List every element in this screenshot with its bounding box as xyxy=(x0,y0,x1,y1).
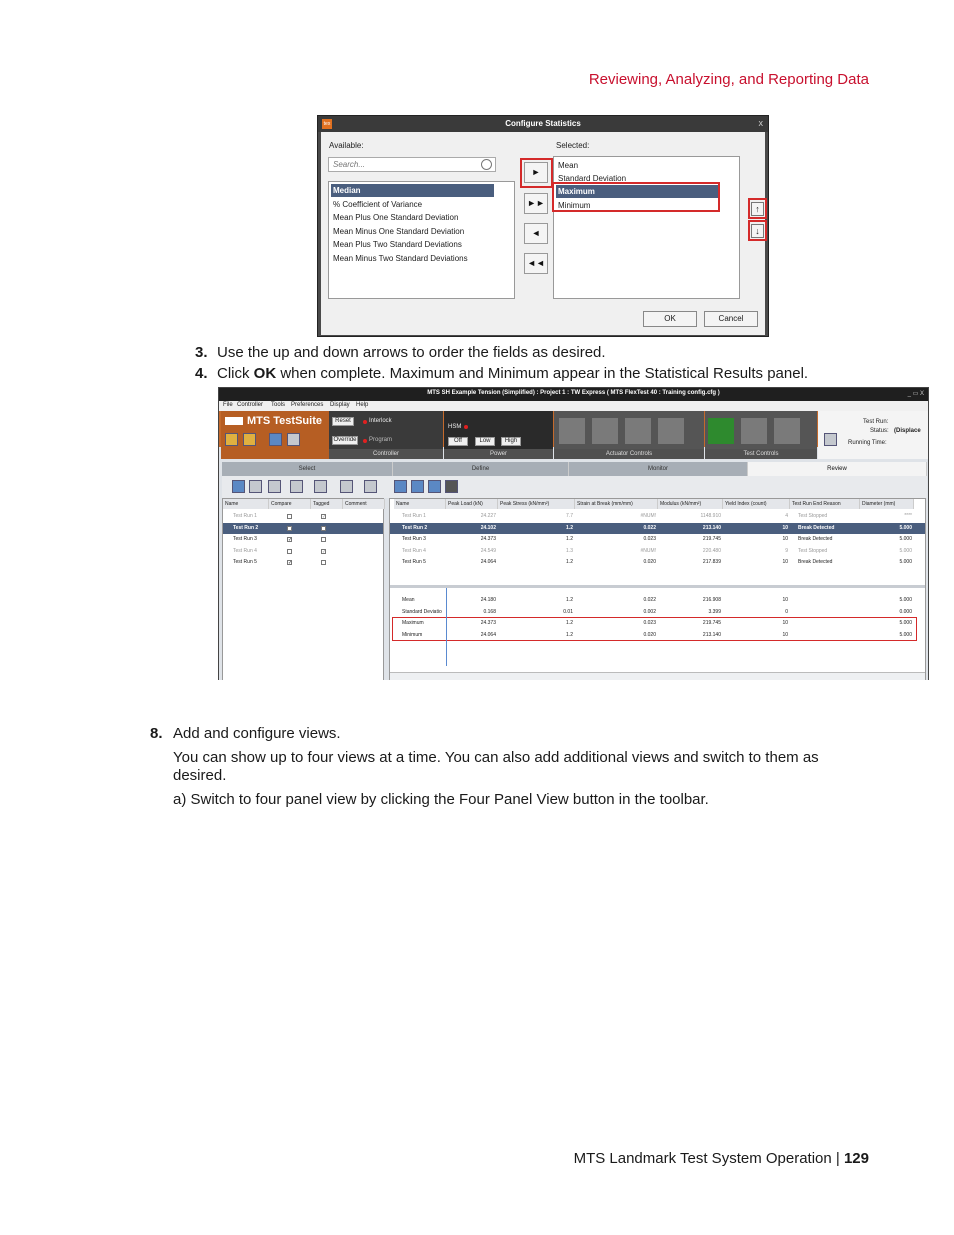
table-cell: 0.020 xyxy=(643,559,656,565)
compare-checkbox[interactable]: ✓ xyxy=(288,537,293,543)
step-text-bold: OK xyxy=(253,365,277,382)
table-cell: 9 xyxy=(785,547,788,554)
results-grid xyxy=(389,498,926,683)
table-row[interactable] xyxy=(390,511,925,522)
table-cell: 0.168 xyxy=(483,608,496,615)
step-paragraph: You can show up to four views at a time. You can also add additional views and switch to them as xyxy=(173,749,819,766)
available-label: Available: xyxy=(329,141,364,150)
calculate-icon[interactable] xyxy=(249,480,262,493)
dialog-body xyxy=(321,132,765,335)
ribbon xyxy=(219,411,928,457)
table-cell: Minimum xyxy=(402,631,423,638)
table-row[interactable] xyxy=(223,557,383,568)
step-text-part: when complete. Maximum and Minimum appear in the Statistical Results panel. xyxy=(276,365,809,382)
power-label: Power xyxy=(444,449,553,459)
tagged-checkbox[interactable]: ✓ xyxy=(322,514,327,520)
table-cell: 217.839 xyxy=(702,559,721,565)
footer-text: MTS Landmark Test System Operation | xyxy=(573,1150,844,1167)
table-cell: 1.2 xyxy=(566,597,573,603)
step-number: 3. xyxy=(195,344,208,361)
menu-file[interactable]: File xyxy=(223,402,233,408)
table-cell: 3.399 xyxy=(708,608,721,615)
table-cell: 5.000 xyxy=(899,524,912,531)
cancel-button[interactable]: Cancel xyxy=(704,311,758,327)
status-value: (Displace xyxy=(894,428,921,434)
app-title: MTS SH Example Tension (Simplified) : Project 1 : TW Express ( MTS FlexTest 40 : Training config.cfg ) xyxy=(427,390,720,396)
table-cell: 0.023 xyxy=(643,536,656,542)
substep-text: a) Switch to four panel view by clicking the Four Panel View button in the toolbar. xyxy=(173,791,709,808)
splitter[interactable] xyxy=(390,585,925,588)
table-cell: Break Detected xyxy=(798,559,833,565)
table-cell: 10 xyxy=(782,620,788,626)
open-icon[interactable] xyxy=(225,433,238,446)
program-indicator xyxy=(363,439,367,443)
mts-logo-icon xyxy=(225,417,243,425)
table-cell: 1.2 xyxy=(566,536,573,542)
step-text-part: Click xyxy=(217,365,254,382)
highlight-box xyxy=(748,198,767,219)
configure-statistics-dialog xyxy=(317,115,769,337)
move-up-button[interactable]: ↑ xyxy=(751,202,764,216)
table-cell: 213.140 xyxy=(702,631,721,638)
step-number: 8. xyxy=(150,725,163,742)
table-row[interactable] xyxy=(390,557,925,568)
print-preview-icon[interactable] xyxy=(364,480,377,493)
tag-icon[interactable] xyxy=(290,480,303,493)
interlock-label: Interlock xyxy=(369,418,392,424)
table-cell: Test Run 3 xyxy=(402,536,426,542)
selected-list[interactable] xyxy=(553,156,740,299)
hold-button[interactable] xyxy=(740,417,768,445)
close-icon[interactable]: x xyxy=(758,118,763,128)
brand-name: MTS TestSuite xyxy=(247,415,322,427)
search-input[interactable] xyxy=(328,157,496,172)
table-cell: 0.022 xyxy=(643,524,656,531)
compare-icon[interactable] xyxy=(314,480,327,493)
table-row[interactable] xyxy=(223,546,383,557)
two-panel-view-icon[interactable] xyxy=(411,480,424,493)
column-header[interactable]: Tagged xyxy=(311,499,343,509)
table-row[interactable] xyxy=(390,607,925,618)
override-button[interactable]: Override xyxy=(333,437,357,443)
status-area xyxy=(818,411,928,459)
table-cell: 1148.910 xyxy=(700,513,721,519)
step-paragraph: desired. xyxy=(173,767,227,784)
list-item[interactable]: Median xyxy=(331,184,494,197)
page-header-title: Reviewing, Analyzing, and Reporting Data xyxy=(588,71,869,88)
compare-checkbox[interactable] xyxy=(287,549,292,554)
table-cell: Standard Deviatio xyxy=(402,608,442,615)
interlock-indicator xyxy=(363,420,367,424)
table-cell: 0.000 xyxy=(899,608,912,615)
column-header[interactable]: Name xyxy=(223,499,269,509)
mts-app-screenshot xyxy=(218,387,929,687)
list-item[interactable]: % Coefficient of Variance xyxy=(333,200,423,209)
table-cell: 220.480 xyxy=(702,547,721,554)
four-panel-view-icon[interactable] xyxy=(428,480,441,493)
run-name: Test Run 1 xyxy=(233,513,257,519)
table-cell: Break Detected xyxy=(798,524,835,531)
single-panel-view-icon[interactable] xyxy=(394,480,407,493)
save-icon[interactable] xyxy=(269,433,282,446)
table-cell: 24.180 xyxy=(480,597,496,603)
table-cell: 10 xyxy=(782,559,788,565)
tab-review[interactable]: Review xyxy=(748,462,927,476)
review-toolbar xyxy=(222,476,927,498)
new-icon[interactable] xyxy=(243,433,256,446)
column-header[interactable]: Name xyxy=(394,499,446,509)
actuator-goto-button[interactable] xyxy=(657,417,685,445)
print-icon[interactable] xyxy=(340,480,353,493)
table-row[interactable] xyxy=(223,523,383,534)
table-cell: 10 xyxy=(782,536,788,542)
table-cell: Mean xyxy=(402,597,415,603)
column-header[interactable]: Peak Stress (kN/mm²) xyxy=(498,499,575,509)
menu-controller[interactable]: Controller xyxy=(237,402,264,408)
actuator-down-button[interactable] xyxy=(558,417,586,445)
column-header[interactable]: Test Run End Reason xyxy=(790,499,860,509)
step-text: Use the up and down arrows to order the fields as desired. xyxy=(217,344,606,361)
test-run-label: Test Run: xyxy=(863,419,889,425)
table-row[interactable] xyxy=(223,511,383,522)
table-cell: 24.549 xyxy=(480,547,496,554)
table-cell xyxy=(798,607,858,618)
add-all-button[interactable]: ►► xyxy=(524,193,548,214)
table-cell: 4 xyxy=(785,513,788,519)
tab-define[interactable]: Define xyxy=(393,462,569,476)
table-cell: 24.373 xyxy=(480,536,496,542)
table-cell: 219.745 xyxy=(702,536,721,542)
highlight-box xyxy=(748,220,767,241)
hsm-label: HSM xyxy=(448,424,462,430)
table-cell: 1.2 xyxy=(566,631,573,638)
table-cell: 24.064 xyxy=(480,631,496,638)
table-row[interactable] xyxy=(223,534,383,545)
table-cell: 1.3 xyxy=(566,547,573,554)
controller-group xyxy=(329,411,443,459)
list-item[interactable]: Minimum xyxy=(558,201,591,210)
tagged-checkbox[interactable] xyxy=(321,560,326,565)
statistics-icon[interactable] xyxy=(268,480,281,493)
views-dropdown-icon[interactable] xyxy=(445,480,458,493)
table-cell: 5.000 xyxy=(899,631,912,638)
table-cell: 7.7 xyxy=(566,513,573,519)
app-logo-icon: tex xyxy=(323,121,331,127)
list-item[interactable]: Mean Plus One Standard Deviation xyxy=(333,213,459,222)
reset-button[interactable]: Reset xyxy=(332,417,354,426)
list-item[interactable]: Mean Minus Two Standard Deviations xyxy=(333,254,468,263)
running-time-label: Running Time: xyxy=(848,440,887,446)
power-off-button[interactable]: Off xyxy=(448,437,468,446)
column-header[interactable]: Diameter (mm) xyxy=(860,499,914,509)
torn-edge xyxy=(218,680,929,694)
remove-button[interactable]: ◄ xyxy=(524,223,548,244)
app-title-bar xyxy=(219,388,928,401)
table-cell: 216.908 xyxy=(702,597,721,603)
dialog-title-bar xyxy=(318,116,768,132)
compare-checkbox[interactable]: ✓ xyxy=(288,560,293,566)
hsm-indicator xyxy=(464,425,468,429)
compare-checkbox[interactable] xyxy=(287,514,292,519)
column-header[interactable]: Yield Index (count) xyxy=(723,499,790,509)
actuator-return-button[interactable] xyxy=(624,417,652,445)
table-cell: Test Run 5 xyxy=(402,559,426,565)
table-cell: 0.020 xyxy=(643,631,656,638)
table-cell: 0 xyxy=(785,608,788,615)
column-header[interactable]: Strain at Break (mm/mm) xyxy=(575,499,658,509)
tagged-checkbox[interactable]: ✓ xyxy=(322,548,327,555)
table-cell: 1.2 xyxy=(566,524,573,531)
step-number: 4. xyxy=(195,365,208,382)
table-row[interactable] xyxy=(390,523,925,534)
status-document-icon xyxy=(824,433,837,446)
table-cell: Test Stopped xyxy=(798,513,828,519)
table-cell: 219.745 xyxy=(702,620,721,626)
table-row[interactable] xyxy=(390,546,925,557)
run-button[interactable] xyxy=(707,417,735,445)
dialog-title: Configure Statistics xyxy=(505,119,581,128)
table-cell: Break Detected xyxy=(798,536,833,542)
menu-display[interactable]: Display xyxy=(330,402,350,408)
table-cell: **** xyxy=(904,513,912,519)
run-name: Test Run 3 xyxy=(233,536,257,542)
list-item[interactable]: Maximum xyxy=(556,185,719,198)
tab-select[interactable]: Select xyxy=(222,462,393,476)
column-header[interactable]: Peak Load (kN) xyxy=(446,499,498,509)
step-text: Add and configure views. xyxy=(173,725,341,742)
table-cell: Maximum xyxy=(402,620,424,626)
table-cell: #NUM! xyxy=(640,547,656,554)
search-placeholder: Search... xyxy=(333,160,366,169)
page-footer xyxy=(574,1150,869,1167)
table-cell: 1.2 xyxy=(566,620,573,626)
table-cell: 0.022 xyxy=(643,597,656,603)
table-row[interactable] xyxy=(390,595,925,606)
highlight-box xyxy=(552,182,720,212)
window-controls[interactable]: _ ▭ X xyxy=(907,391,924,397)
available-list[interactable] xyxy=(328,181,515,299)
run-name: Test Run 2 xyxy=(233,524,259,531)
power-group xyxy=(444,411,553,459)
column-header[interactable]: Comment xyxy=(343,499,385,509)
ok-button[interactable]: OK xyxy=(643,311,697,327)
list-item[interactable]: Mean Plus Two Standard Deviations xyxy=(333,240,462,249)
brand-area xyxy=(221,411,329,459)
run-name: Test Run 4 xyxy=(233,547,257,554)
test-controls-group xyxy=(705,411,817,459)
table-cell xyxy=(798,595,858,606)
program-label: Program xyxy=(369,437,393,443)
menu-tools[interactable]: Tools xyxy=(271,402,286,408)
table-cell: Test Run 2 xyxy=(402,524,428,531)
power-high-button[interactable]: High xyxy=(501,437,521,446)
highlight-box xyxy=(392,617,917,641)
test-controls-label: Test Controls xyxy=(705,449,817,459)
page-number: 129 xyxy=(843,1150,869,1167)
actuator-controls-label: Actuator Controls xyxy=(554,449,704,459)
table-cell: 10 xyxy=(782,631,788,638)
save-icon[interactable] xyxy=(232,480,245,493)
list-item[interactable]: Mean xyxy=(558,161,579,170)
add-button[interactable]: ► xyxy=(524,162,548,183)
tab-monitor[interactable]: Monitor xyxy=(569,462,748,476)
table-cell: 10 xyxy=(782,597,788,603)
controller-label: Controller xyxy=(329,449,443,459)
search-icon[interactable] xyxy=(481,159,492,170)
table-cell: 1.2 xyxy=(566,559,573,565)
compare-checkbox[interactable]: ✓ xyxy=(288,525,293,532)
actuator-group xyxy=(554,411,704,459)
table-cell: 5.000 xyxy=(899,536,912,542)
move-down-button[interactable]: ↓ xyxy=(751,224,764,238)
stop-button[interactable] xyxy=(773,417,801,445)
table-cell: #NUM! xyxy=(640,513,656,519)
test-runs-grid xyxy=(222,498,384,683)
status-label: Status: xyxy=(870,428,889,434)
table-cell: 24.373 xyxy=(480,620,496,626)
highlight-box xyxy=(520,158,553,188)
list-item[interactable]: Standard Deviation xyxy=(558,174,627,183)
table-cell: Test Run 4 xyxy=(402,547,426,554)
actuator-up-button[interactable] xyxy=(591,417,619,445)
tagged-checkbox[interactable] xyxy=(321,526,326,531)
table-cell: 213.140 xyxy=(702,524,721,531)
remove-all-button[interactable]: ◄◄ xyxy=(524,253,548,274)
table-row[interactable] xyxy=(390,534,925,545)
menu-preferences[interactable]: Preferences xyxy=(291,402,324,408)
table-cell: 24.102 xyxy=(480,524,496,531)
run-name: Test Run 5 xyxy=(233,559,257,565)
table-cell: Test Stopped xyxy=(798,547,828,554)
table-cell: 0.01 xyxy=(563,608,573,615)
table-cell: 5.000 xyxy=(899,620,912,626)
table-cell: 0.023 xyxy=(643,620,656,626)
selected-label: Selected: xyxy=(556,141,590,150)
table-cell: 24.064 xyxy=(480,559,496,565)
list-item[interactable]: Mean Minus One Standard Deviation xyxy=(333,227,465,236)
table-cell: 5.000 xyxy=(899,559,912,565)
table-cell: Test Run 1 xyxy=(402,513,426,519)
table-cell: 5.000 xyxy=(899,597,912,603)
menu-bar xyxy=(219,401,928,411)
column-header[interactable]: Modulus (kN/mm²) xyxy=(658,499,723,509)
clipboard-icon[interactable] xyxy=(287,433,300,446)
power-low-button[interactable]: Low xyxy=(475,437,495,446)
table-cell: 10 xyxy=(782,524,788,531)
table-cell: 24.227 xyxy=(480,513,496,519)
table-cell: 5.000 xyxy=(899,547,912,554)
column-divider xyxy=(446,588,447,666)
step-text xyxy=(217,365,808,382)
column-header[interactable]: Compare xyxy=(269,499,311,509)
menu-help[interactable]: Help xyxy=(356,402,369,408)
table-cell: 0.002 xyxy=(643,608,656,615)
tagged-checkbox[interactable] xyxy=(321,537,326,542)
main-tabs xyxy=(222,462,927,476)
